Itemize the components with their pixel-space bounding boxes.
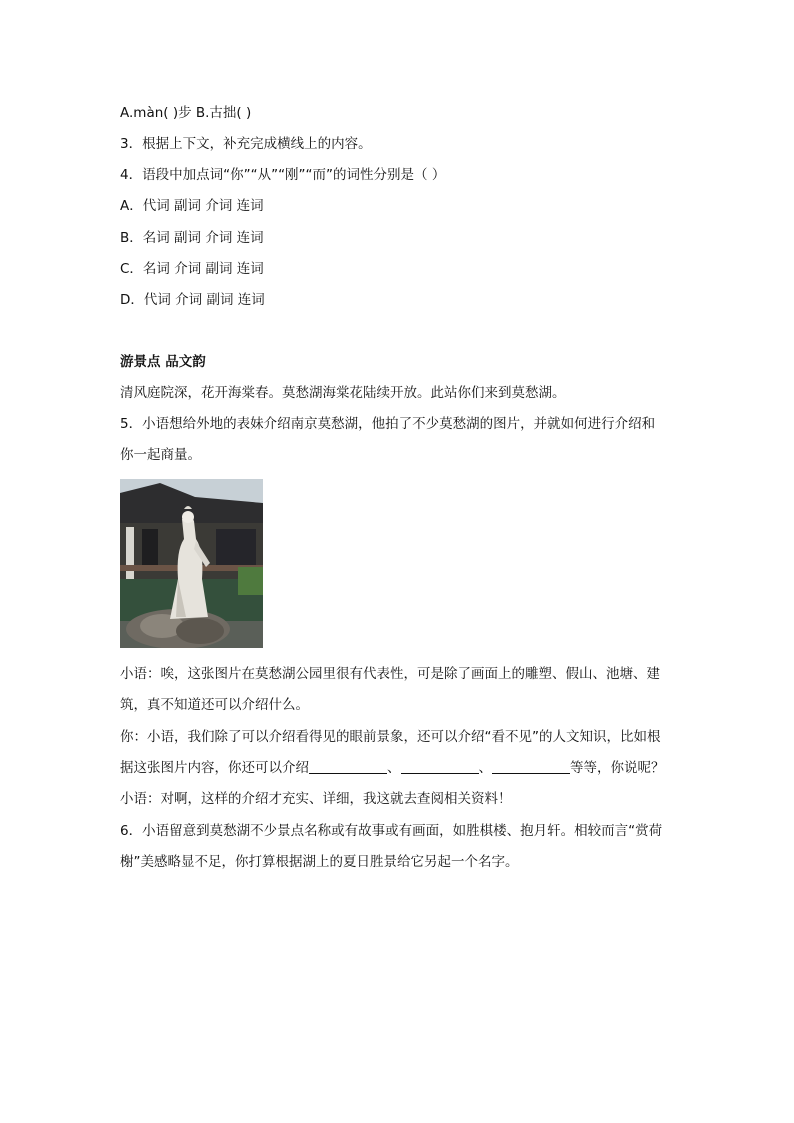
dialogue-xiaoyu-1-line-2: 筑，真不知道还可以介绍什么。: [120, 697, 309, 713]
section-intro: 清风庭院深，花开海棠春。莫愁湖海棠花陆续开放。此站你们来到莫愁湖。: [120, 385, 566, 401]
question-4-option-d: D．代词 介词 副词 连词: [120, 292, 265, 308]
dialogue-xiaoyu-2: 小语：对啊，这样的介绍才充实、详细，我这就去查阅相关资料！: [120, 791, 512, 807]
answer-blank-3[interactable]: [492, 759, 570, 774]
question-6-line-1: 6．小语留意到莫愁湖不少景点名称或有故事或有画面，如胜棋楼、抱月轩。相较而言“赏荷: [120, 823, 663, 839]
blank-separator-1: 、: [387, 760, 401, 776]
dialogue-xiaoyu-1-line-1: 小语：唉，这张图片在莫愁湖公园里很有代表性，可是除了画面上的雕塑、假山、池塘、建: [120, 666, 660, 682]
question-6-line-2: 榭”美感略显不足，你打算根据湖上的夏日胜景给它另起一个名字。: [120, 854, 519, 870]
question-4: 4．语段中加点词“你”“从”“刚”“而”的词性分别是（ ）: [120, 167, 446, 183]
dialogue-you-line-1: 你：小语，我们除了可以介绍看得见的眼前景象，还可以介绍“看不见”的人文知识，比如根: [120, 729, 661, 745]
question-5-line-1: 5．小语想给外地的表妹介绍南京莫愁湖，他拍了不少莫愁湖的图片，并就如何进行介绍和: [120, 416, 656, 432]
blank-separator-2: 、: [478, 760, 492, 776]
answer-blank-2[interactable]: [401, 759, 479, 774]
question-5-line-2: 你一起商量。: [120, 447, 201, 463]
question-4-option-b: B．名词 副词 介词 连词: [120, 230, 264, 246]
answer-blank-1[interactable]: [309, 759, 387, 774]
dialogue-you-line-2: [120, 758, 680, 778]
question-3: 3．根据上下文，补充完成横线上的内容。: [120, 136, 372, 152]
question-4-option-a: A．代词 副词 介词 连词: [120, 198, 264, 214]
question-2-options: A.màn( )步 B.古拙( ): [120, 105, 252, 121]
section-heading: 游景点 品文韵: [120, 354, 206, 370]
dialogue-you-line-2-end: 等等，你说呢？: [570, 760, 665, 776]
dialogue-you-line-2-start: 据这张图片内容，你还可以介绍: [120, 760, 309, 776]
question-4-option-c: C．名词 介词 副词 连词: [120, 261, 264, 277]
mochou-lake-statue-photo: [120, 479, 263, 648]
